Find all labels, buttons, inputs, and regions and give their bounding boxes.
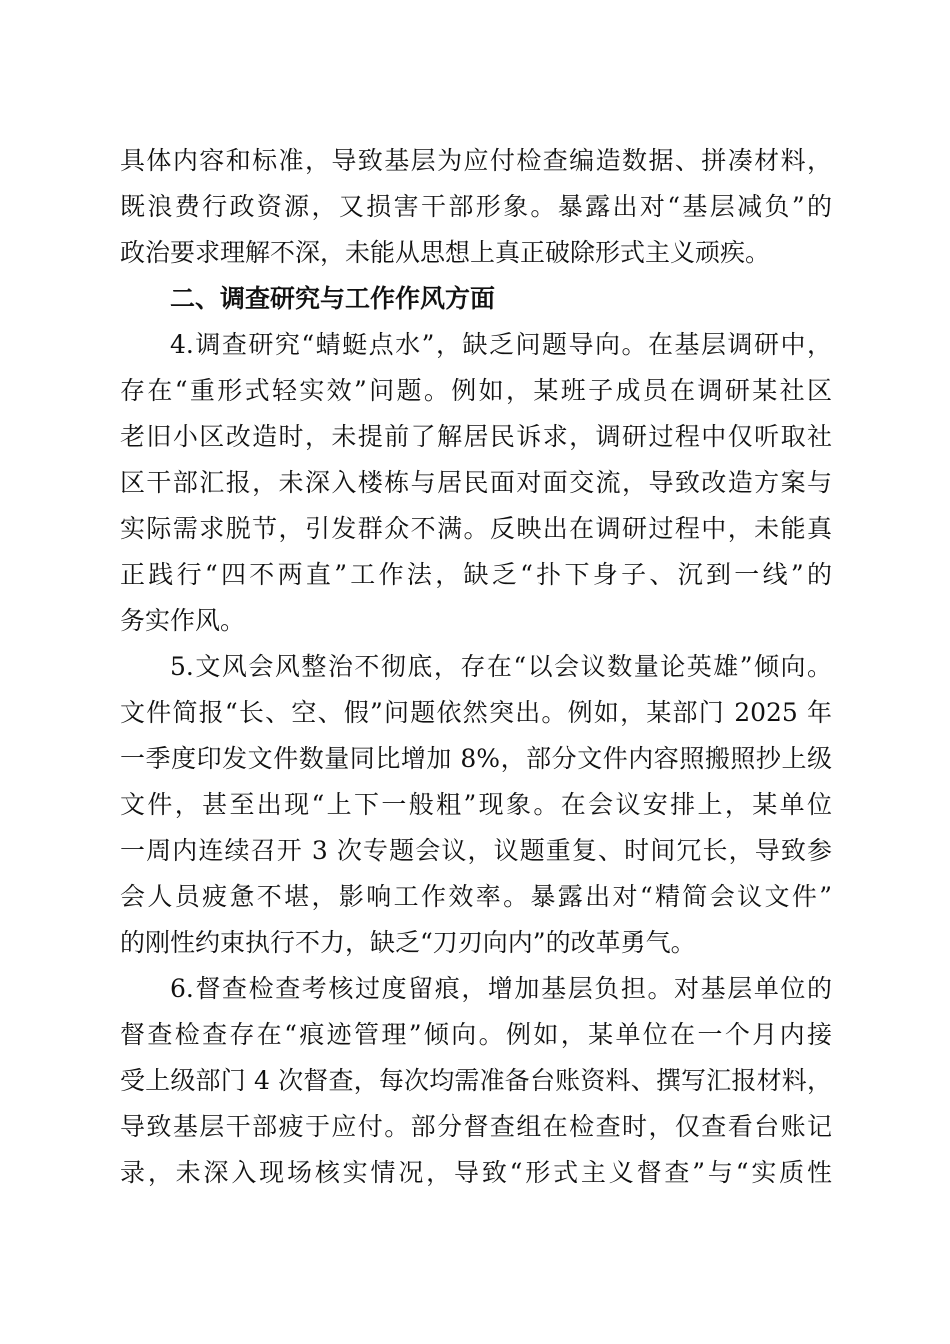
text-line: 5.文风会风整治不彻底，存在“以会议数量论英雄”倾向。 [170,652,832,681]
text-line: 一周内连续召开 3 次专题会议，议题重复、时间冗长，导致参 [120,836,832,865]
text-line: 录，未深入现场核实情况，导致“形式主义督查”与“实质性 [120,1158,832,1187]
paragraph-intro [120,138,832,276]
text-line: 6.督查检查考核过度留痕，增加基层负担。对基层单位的 [170,974,832,1003]
text-line: 4.调查研究“蜻蜓点水”，缺乏问题导向。在基层调研中， [170,330,832,359]
text-line: 一季度印发文件数量同比增加 8%，部分文件内容照搬照抄上级 [120,744,832,773]
text-line: 存在“重形式轻实效”问题。例如，某班子成员在调研某社区 [120,376,832,405]
text-line: 导致基层干部疲于应付。部分督查组在检查时，仅查看台账记 [120,1112,832,1141]
text-line: 督查检查存在“痕迹管理”倾向。例如，某单位在一个月内接 [120,1020,832,1049]
paragraph-5 [120,644,832,966]
text-line: 既浪费行政资源，又损害干部形象。暴露出对“基层减负”的 [120,192,832,221]
text-line: 正践行“四不两直”工作法，缺乏“扑下身子、沉到一线”的 [120,560,832,589]
text-line: 具体内容和标准，导致基层为应付检查编造数据、拼凑材料， [120,146,832,175]
document-body [120,138,832,1196]
text-line: 务实作风。 [120,606,246,635]
text-line: 区干部汇报，未深入楼栋与居民面对面交流，导致改造方案与 [120,468,832,497]
text-line: 政治要求理解不深，未能从思想上真正破除形式主义顽疾。 [120,238,771,267]
text-line: 文件，甚至出现“上下一般粗”现象。在会议安排上，某单位 [120,790,832,819]
text-line: 实际需求脱节，引发群众不满。反映出在调研过程中，未能真 [120,514,832,543]
paragraph-6 [120,966,832,1196]
text-line: 文件简报“长、空、假”问题依然突出。例如，某部门 2025 年 [120,698,832,727]
text-line: 老旧小区改造时，未提前了解居民诉求，调研过程中仅听取社 [120,422,832,451]
text-line: 会人员疲惫不堪，影响工作效率。暴露出对“精简会议文件” [120,882,832,911]
text-line: 受上级部门 4 次督查，每次均需准备台账资料、撰写汇报材料， [120,1066,832,1095]
text-line: 的刚性约束执行不力，缺乏“刀刃向内”的改革勇气。 [120,928,696,957]
section-heading: 二、调查研究与工作作风方面 [170,284,496,313]
paragraph-4 [120,322,832,644]
